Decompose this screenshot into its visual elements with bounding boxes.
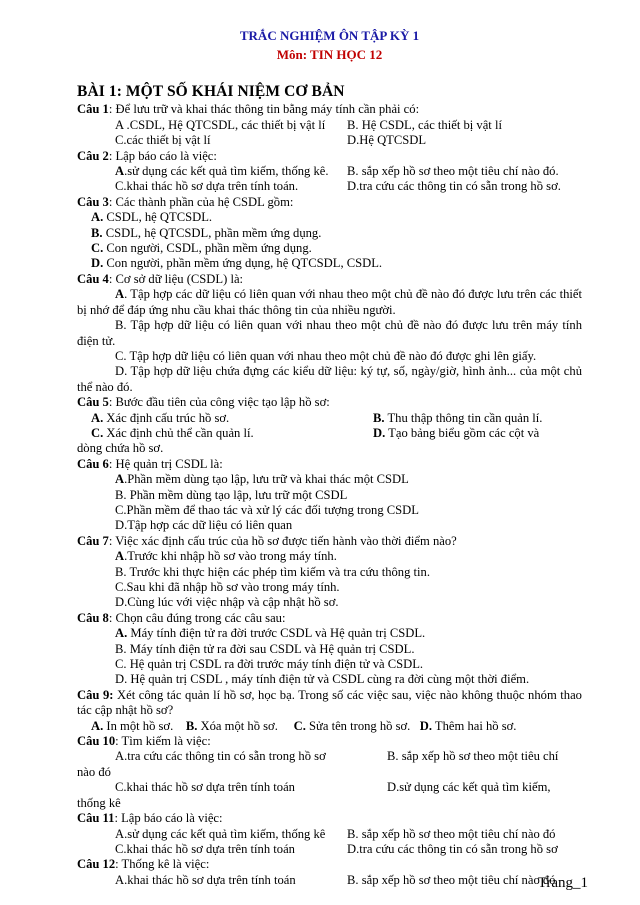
question-label: Câu 9:	[77, 687, 114, 702]
answer-c: C. Hệ quản trị CSDL ra đời trước máy tính điện tử và CSDL.	[115, 657, 424, 672]
answer-text: CSDL, hệ QTCSDL.	[103, 210, 213, 225]
answer-d: D.Cùng lúc với việc nhập và cập nhật hồ sơ.	[115, 595, 339, 610]
answer-row	[77, 827, 582, 842]
question-11	[77, 811, 582, 857]
answer-letter: A.	[115, 626, 128, 641]
answer-c: C.Sau khi đã nhập hồ sơ vào trong máy tính.	[115, 580, 340, 594]
question-label: Câu 10	[77, 734, 116, 749]
answer-a: A .CSDL, Hệ QTCSDL, các thiết bị vật lí	[115, 117, 326, 132]
answer-letter: A	[115, 549, 125, 564]
question-text: Xét công tác quản lí hồ sơ, học bạ. Trong số các việc sau, việc nào không thuộc nhóm thao tác cập nhật hồ sơ?	[77, 687, 582, 718]
question-3	[77, 195, 582, 272]
question-text: : Thống kê là việc:	[115, 857, 210, 872]
answer-a	[77, 210, 582, 225]
answer-letter: A	[115, 164, 125, 179]
answer-a	[77, 549, 582, 564]
answer-b: B. sắp xếp hồ sơ theo một tiêu chí nào đó.	[347, 164, 559, 179]
answer-text: Xác định cấu trúc hồ sơ.	[103, 410, 230, 425]
question-12	[77, 857, 582, 888]
answer-d-continued: thống kê	[77, 795, 121, 810]
answer-row	[77, 118, 582, 133]
answer-b: B. Tập hợp dữ liệu có liên quan với nhau theo một chủ đề nào đó được lưu trên máy tính điện tử.	[77, 318, 582, 348]
answer-row	[77, 411, 582, 426]
question-label: Câu 5	[77, 395, 109, 410]
question-text: : Tìm kiếm là việc:	[115, 734, 211, 749]
question-1	[77, 102, 582, 148]
answer-a: A.khai thác hồ sơ dựa trên tính toán	[115, 872, 296, 887]
answer-text: Máy tính điện tử ra đời trước CSDL và Hệ quản trị CSDL.	[127, 626, 426, 641]
answer-row	[77, 842, 582, 857]
answer-letter: C.	[293, 718, 306, 733]
question-text: : Bước đầu tiên của công việc tạo lập hồ sơ:	[108, 395, 330, 410]
answer-c: C.Phần mềm để thao tác và xử lý các đối tượng trong CSDL	[115, 502, 419, 517]
answer-c: C. Tập hợp dữ liệu có liên quan với nhau theo một chủ đề nào đó được ghi lên giấy.	[115, 348, 537, 363]
question-2	[77, 149, 582, 195]
answer-a	[115, 164, 347, 179]
answer-b: B. Hệ CSDL, các thiết bị vật lí	[347, 117, 502, 132]
answer-text: .Phần mềm dùng tạo lập, lưu trữ và khai thác một CSDL	[124, 472, 409, 487]
answer-text: Tạo bảng biểu gồm các cột và	[385, 425, 540, 440]
question-text: : Hệ quản trị CSDL là:	[108, 456, 223, 471]
answer-text: Xác định chủ thể cần quản lí.	[103, 425, 254, 440]
answer-letter: D.	[91, 256, 104, 271]
question-label: Câu 2	[77, 148, 109, 163]
answer-b	[186, 719, 278, 733]
answer-a	[77, 472, 582, 487]
answer-letter: C.	[91, 425, 104, 440]
document-title: TRẮC NGHIỆM ÔN TẬP KỲ 1	[239, 28, 420, 43]
answer-d: D.tra cứu các thông tin có sẵn trong hồ sơ.	[347, 179, 561, 194]
answer-row	[77, 133, 582, 148]
answer-c	[77, 426, 373, 441]
answer-letter: B.	[373, 410, 385, 425]
answer-b: B. Máy tính điện tử ra đời sau CSDL và Hệ quản trị CSDL.	[115, 641, 415, 656]
answer-c: C.khai thác hồ sơ dựa trên tính toán	[115, 841, 295, 856]
question-label: Câu 6	[77, 456, 109, 471]
answer-text: Con người, CSDL, phần mềm ứng dụng.	[103, 241, 312, 256]
question-text: : Các thành phần của hệ CSDL gồm:	[108, 194, 294, 209]
answer-d: D. Hệ quản trị CSDL , máy tính điện tử và CSDL cùng ra đời cùng một thời điểm.	[115, 672, 530, 687]
answer-a	[91, 719, 173, 733]
document-subject: Môn: TIN HỌC 12	[276, 47, 383, 62]
question-text: : Lập báo cáo là việc:	[114, 811, 223, 826]
answer-c	[294, 719, 411, 733]
question-8	[77, 611, 582, 688]
answer-b-continued: nào đó	[77, 764, 111, 779]
answer-text: Con người, phần mềm ứng dụng, hệ QTCSDL, CSDL.	[103, 256, 383, 271]
question-label: Câu 7	[77, 533, 109, 548]
answer-text: Sửa tên trong hồ sơ.	[305, 718, 411, 733]
question-5	[77, 395, 582, 457]
answer-text: . Tập hợp các dữ liệu có liên quan với nhau theo một chủ đề nào đó được lưu trên các thiết bị nhớ để đáp ứng nhu cầu khai thác thông tin của nhiều người.	[77, 287, 582, 317]
answer-row	[77, 719, 582, 734]
answer-text: .Trước khi nhập hồ sơ vào trong máy tính.	[124, 549, 337, 564]
answer-row	[77, 749, 582, 764]
question-label: Câu 3	[77, 194, 109, 209]
answer-text: Thu thập thông tin cần quản lí.	[384, 410, 543, 425]
answer-row	[77, 873, 582, 888]
answer-letter: A.	[91, 718, 104, 733]
document-header	[77, 26, 582, 64]
answer-c: C.khai thác hồ sơ dựa trên tính toán.	[115, 179, 299, 194]
answer-row	[77, 179, 582, 194]
answer-d: D.tra cứu các thông tin có sẵn trong hồ sơ	[347, 841, 558, 856]
answer-b: B. sắp xếp hồ sơ theo một tiêu chí nào đó	[347, 826, 556, 841]
answer-text: In một hồ sơ.	[103, 718, 174, 733]
answer-letter: D.	[373, 425, 386, 440]
answer-a	[77, 287, 582, 318]
question-label: Câu 11	[77, 811, 115, 826]
question-text: : Lập báo cáo là việc:	[108, 148, 217, 163]
answer-b: B. sắp xếp hồ sơ theo một tiêu chí nào đó	[347, 872, 556, 887]
answer-text: Xóa một hồ sơ.	[197, 718, 278, 733]
question-label: Câu 1	[77, 102, 109, 117]
answer-row	[77, 780, 582, 795]
answer-letter: A.	[91, 410, 104, 425]
answer-b: B. sắp xếp hồ sơ theo một tiêu chí	[387, 749, 559, 764]
answer-d: D. Tập hợp dữ liệu chứa đựng các kiểu dữ liệu: ký tự, số, ngày/giờ, hình ảnh... của một chủ thể nào đó.	[77, 364, 582, 394]
question-10	[77, 734, 582, 811]
answer-letter: A	[115, 287, 125, 302]
answer-b	[77, 226, 582, 241]
answer-text: Thêm hai hồ sơ.	[432, 718, 517, 733]
answer-c: C.khai thác hồ sơ dựa trên tính toán	[115, 780, 295, 795]
question-text: : Để lưu trữ và khai thác thông tin bằng máy tính cần phải có:	[108, 102, 420, 117]
answer-d	[420, 719, 517, 733]
answer-d: D.Tập hợp các dữ liệu có liên quan	[115, 518, 293, 533]
answer-a: A.tra cứu các thông tin có sẵn trong hồ sơ	[115, 749, 326, 764]
answer-c: C.các thiết bị vật lí	[115, 133, 211, 148]
question-6	[77, 457, 582, 534]
question-label: Câu 12	[77, 857, 116, 872]
answer-a	[77, 626, 582, 641]
answer-c	[77, 241, 582, 256]
answer-letter: B.	[91, 225, 103, 240]
question-9	[77, 688, 582, 734]
answer-a: A.sử dụng các kết quả tìm kiếm, thống kê	[115, 826, 326, 841]
question-text: : Chọn câu đúng trong các câu sau:	[108, 610, 286, 625]
question-7	[77, 534, 582, 611]
answer-a	[77, 411, 373, 426]
answer-d-continued: dòng chứa hồ sơ.	[77, 441, 164, 456]
answer-b	[373, 411, 542, 426]
answer-letter: A	[115, 472, 125, 487]
question-text: : Cơ sở dữ liệu (CSDL) là:	[108, 271, 244, 286]
answer-b: B. Trước khi thực hiện các phép tìm kiếm và tra cứu thông tin.	[115, 564, 430, 579]
answer-letter: B.	[185, 718, 198, 733]
answer-text: CSDL, hệ QTCSDL, phần mềm ứng dụng.	[102, 225, 322, 240]
answer-letter: C.	[91, 241, 104, 256]
answer-letter: D.	[419, 718, 433, 733]
lesson-heading: BÀI 1: MỘT SỐ KHÁI NIỆM CƠ BẢN	[77, 83, 345, 100]
answer-row	[77, 164, 582, 179]
answer-letter: A.	[91, 210, 104, 225]
answer-d: D.sử dụng các kết quả tìm kiếm,	[387, 780, 551, 795]
answer-text: .sử dụng các kết quả tìm kiếm, thống kê.	[124, 164, 329, 179]
question-label: Câu 4	[77, 271, 109, 286]
answer-d: D.Hệ QTCSDL	[347, 133, 427, 148]
question-text: : Việc xác định cấu trúc của hồ sơ được tiến hành vào thời điểm nào?	[108, 533, 457, 548]
answer-d	[373, 426, 539, 441]
answer-row	[77, 426, 582, 441]
answer-d	[77, 256, 582, 271]
question-label: Câu 8	[77, 610, 109, 625]
question-4	[77, 272, 582, 395]
answer-b: B. Phần mềm dùng tạo lập, lưu trữ một CSDL	[115, 487, 348, 502]
page-number: Trang_1	[537, 874, 588, 891]
